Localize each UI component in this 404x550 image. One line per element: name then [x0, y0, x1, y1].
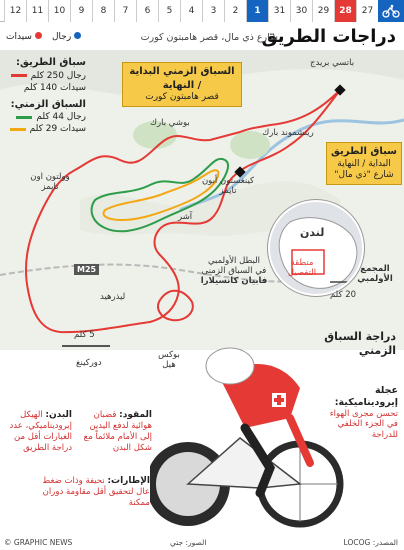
legend-road-men: رجال 250 كلم	[4, 70, 86, 82]
date-strip	[0, 0, 404, 22]
label-battersea: باتسي بريدج	[310, 58, 355, 68]
body-info: البدن: الهيكل إيروديناميكي، عدد الغيارات أقل من دراجة الطريق	[9, 410, 72, 453]
cycling-icon	[378, 0, 404, 22]
legend-road-women: سيدات 140 كلم	[23, 82, 86, 93]
legend-road-heading: سباق الطريق:	[15, 57, 86, 68]
day-cell: 3	[202, 0, 224, 22]
champion-note: البطل الأولمبي في السباق الزمني فابيان كانسيلارا	[200, 256, 268, 287]
label-scale-20km: 20 كلم	[330, 290, 357, 300]
day-cell: 29	[312, 0, 334, 22]
label-bushy: بوشي بارك	[150, 118, 190, 128]
gender-women: سيدات	[6, 32, 42, 42]
page-title: دراجات الطريق	[261, 26, 396, 47]
legend-tt-heading: السباق الزمني:	[10, 98, 86, 110]
day-cell: 4	[180, 0, 202, 22]
label-kingston: كينغستون أبون تايمز	[201, 176, 255, 197]
page-subtitle: شارع ذي مال، قصر هامبتون كورت	[140, 32, 278, 43]
footer-source: المصدر: LOCOG	[343, 538, 398, 547]
day-cell: 7	[114, 0, 136, 22]
label-box-hill: بوكس هيل	[158, 350, 180, 371]
day-cell: 5	[158, 0, 180, 22]
gender-men: رجال	[52, 32, 81, 42]
time-trial-bike-illustration	[150, 318, 344, 536]
day-cell: 10	[48, 0, 70, 22]
wheel-info: عجلة إيروديناميكية: تحسن مجرى الهواء في الجزء الخلفي للدراجة	[329, 385, 398, 440]
day-cell: 11	[26, 0, 48, 22]
road-start-box: سباق الطريق البداية / النهاية شارع "ذي مال"	[326, 142, 402, 185]
day-cell: 27	[356, 0, 378, 22]
gender-key	[6, 32, 81, 42]
day-cell: 8	[92, 0, 114, 22]
m25-label: M25	[74, 264, 99, 275]
label-scale-5km: 5 كلم	[74, 330, 95, 340]
label-olympic: المجمع الأولمبي	[357, 264, 393, 285]
day-cell-highlight-women: 28	[334, 0, 356, 22]
day-cell: 12	[4, 0, 26, 22]
men-dot-icon	[74, 32, 81, 39]
label-richmond: ريتشموند بارك	[262, 128, 314, 138]
bike-section-title: دراجة السباق الزمني	[324, 330, 396, 357]
footer-credit: © GRAPHIC NEWS	[4, 538, 73, 547]
legend-tt-women: سيدات 29 كلم	[4, 123, 86, 135]
day-cell: 30	[290, 0, 312, 22]
day-cell: 2	[224, 0, 246, 22]
footer-photo: الصور: جتي	[170, 538, 207, 547]
women-dot-icon	[35, 32, 42, 39]
label-dorking: دوركينغ	[76, 358, 102, 368]
label-zone: منطقة التفصيل	[287, 258, 317, 279]
tt-start-box: السباق الزمني البداية / النهاية قصر هامبتون كورت	[122, 62, 242, 107]
footer	[0, 536, 404, 550]
label-london: لندن	[300, 226, 325, 239]
day-cell: 6	[136, 0, 158, 22]
handlebar-info: المقود: قضبان هوائية لدفع اليدين إلى الأمام ملائماً مع شكل البدن	[83, 410, 152, 453]
map-legend	[4, 56, 86, 136]
day-cell: 31	[268, 0, 290, 22]
day-cell-highlight-men: 1	[246, 0, 268, 22]
tyres-info: الإطارات: نحيفة وذات ضغط عال لتحقيق أقل مقاومة دوران ممكنة	[42, 476, 150, 508]
label-walton: وولتون اون تايمز	[30, 172, 70, 193]
legend-tt-men: رجال 44 كلم	[4, 111, 86, 123]
day-cell: 9	[70, 0, 92, 22]
label-leatherhead: ليذرهيد	[100, 292, 126, 302]
label-esher: آشر	[178, 212, 193, 222]
